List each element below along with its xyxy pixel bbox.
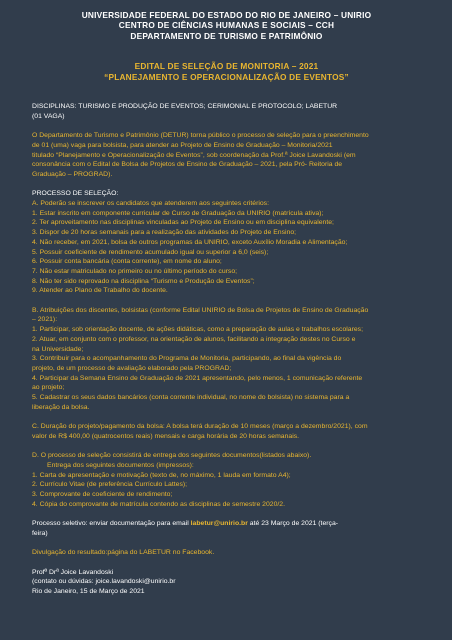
atribuicoes-line: 5. Cadastrar os seus dados bancários (conta corrente individual, no nome do bolsista) no sistema para a xyxy=(32,394,350,402)
documentos-line: Entrega dos seguintes documentos (impressos): xyxy=(47,461,194,469)
atribuicoes-line: projeto, de um processo de avaliação elaborado pela PROGRAD; xyxy=(32,364,232,372)
list-item: 5. Possuir coeficiente de rendimento acumulado igual ou superior a 6,0 (seis); xyxy=(32,248,269,256)
disciplinas-line: DISCIPLINAS: TURISMO E PRODUÇÃO DE EVENTOS; CERIMONIAL E PROTOCOLO; LABETUR xyxy=(32,103,338,111)
atribuicoes-line: ao projeto; xyxy=(32,384,65,392)
list-item: 9. Atender ao Plano de Trabalho do docente. xyxy=(32,287,168,295)
edital-title-line2: “PLANEJAMENTO E OPERACIONALIZAÇÃO DE EVENTOS” xyxy=(104,71,349,82)
atribuicoes-line: 4. Participar da Semana Ensino de Graduação de 2021 apresentando, pelo menos, 1 comunicação referente xyxy=(32,374,363,382)
list-item: 4. Não receber, em 2021, bolsa de outros programas da UNIRIO, exceto Auxílio Moradia e Alimentação; xyxy=(32,238,348,246)
intro-line: titulado “Planejamento e Operacionalização de Eventos”, sob coordenação da Prof.ª Joice Lavandoski (em xyxy=(32,151,356,159)
list-item: 2. Ter aproveitamento nas disciplinas vinculadas ao Projeto de Ensino ou em disciplina equivalente; xyxy=(32,219,334,227)
signature-name: Profª Drª Joice Lavandoski xyxy=(32,568,114,576)
intro-paragraph xyxy=(32,131,421,180)
atribuicoes-line: B. Atribuições dos discentes, bolsistas (conforme Edital UNIRIO de Bolsa de Projetos de Ensino de Graduação xyxy=(32,306,369,314)
atribuicoes-section xyxy=(32,306,421,413)
atribuicoes-line: liberação da bolsa. xyxy=(32,403,90,411)
intro-line: consonância com o Edital de Bolsa de Projetos de Ensino de Graduação – 2021, pela Pró- Reitoria de xyxy=(32,161,343,169)
criteria-list xyxy=(32,199,421,296)
list-item: 1. Carta de apresentação e motivação (texto de, no máximo, 1 lauda em formato A4); xyxy=(32,471,291,479)
disciplinas-block xyxy=(32,102,421,121)
atribuicoes-line: 2. Atuar, em conjunto com o professor, na orientação de alunos, facilitando a integração destes no Curso e xyxy=(32,335,356,343)
documentos-section xyxy=(32,451,421,509)
edital-title xyxy=(32,61,421,82)
processo-section xyxy=(32,189,421,296)
atribuicoes-line: na Universidade; xyxy=(32,345,84,353)
selection-line2: feira) xyxy=(32,529,48,537)
divulgacao-line: Divulgação do resultado:página do LABETUR no Facebook. xyxy=(32,549,215,557)
duracao-line: valor de R$ 400,00 (quatrocentos reais) mensais e carga horária de 20 horas semanais. xyxy=(32,432,300,440)
list-item: 4. Cópia do comprovante de matrícula contendo as disciplinas de semestre 2020/2. xyxy=(32,500,285,508)
duracao-line: C. Duração do projeto/pagamento da bolsa: A bolsa terá duração de 10 meses (março a dezembro/2021), com xyxy=(32,423,368,431)
list-item: 7. Não estar matriculado no primeiro ou no último período do curso; xyxy=(32,267,238,275)
edital-title-line1: EDITAL DE SELEÇÃO DE MONITORIA – 2021 xyxy=(134,61,319,72)
list-item: 1. Estar inscrito em componente curricular de Curso de Graduação da UNIRIO (matrícula ativa); xyxy=(32,209,324,217)
atribuicoes-line: 1. Participar, sob orientação docente, de ações didáticas, como a preparação de aulas e trabalhos escolares; xyxy=(32,326,363,334)
email-link[interactable]: labetur@unirio.br xyxy=(190,520,248,528)
list-item: 8. Não ter sido reprovado na disciplina “Turismo e Produção de Eventos”; xyxy=(32,277,255,285)
vagas-line: (01 VAGA) xyxy=(32,112,65,120)
intro-line: O Departamento de Turismo e Patrimônio (DETUR) torna público o processo de seleção para o preenchimento xyxy=(32,132,369,140)
list-item: 2. Currículo Vitae (de preferência Currículo Lattes); xyxy=(32,481,188,489)
intro-line: Graduação – PROGRAD). xyxy=(32,170,113,178)
documentos-line: D. O processo de seleção consistirá de entrega dos seguintes documentos(listados abaixo). xyxy=(32,452,312,460)
header-university: UNIVERSIDADE FEDERAL DO ESTADO DO RIO DE JANEIRO – UNIRIO xyxy=(81,10,372,20)
atribuicoes-line: 3. Contribuir para o acompanhamento do Programa de Monitoria, participando, ao final da vigência do xyxy=(32,355,342,363)
institution-header xyxy=(32,0,421,41)
header-department: DEPARTAMENTO DE TURISMO E PATRIMÔNIO xyxy=(130,30,323,41)
intro-line: de 01 (uma) vaga para bolsista, para atender ao Projeto de Ensino de Graduação – Monitoria/2021 xyxy=(32,141,333,149)
header-center: CENTRO DE CIÊNCIAS HUMANAS E SOCIAIS – CCH xyxy=(118,20,335,31)
processo-title: PROCESSO DE SELEÇÃO: xyxy=(32,190,119,198)
duracao-section xyxy=(32,422,421,441)
selection-instructions xyxy=(32,519,421,538)
selection-prefix: Processo seletivo: enviar documentação para email xyxy=(32,520,191,528)
signature-date: Rio de Janeiro, 15 de Março de 2021 xyxy=(32,588,145,596)
selection-suffix: até 23 Março de 2021 (terça- xyxy=(247,520,339,528)
signature-contact: (contato ou dúvidas: joice.lavandoski@unirio.br xyxy=(32,578,176,586)
list-item: 6. Possuir conta bancária (conta corrente), em nome do aluno; xyxy=(32,258,222,266)
criteria-title: A. Poderão se inscrever os candidatos que atenderem aos seguintes critérios: xyxy=(32,200,270,208)
atribuicoes-line: – 2021): xyxy=(32,316,58,324)
list-item: 3. Dispor de 20 horas semanais para a realização das atividades do Projeto de Ensino; xyxy=(32,229,297,237)
list-item: 3. Comprovante de coeficiente de rendimento; xyxy=(32,491,173,499)
selection-line xyxy=(32,519,421,529)
signature-block xyxy=(32,568,421,597)
